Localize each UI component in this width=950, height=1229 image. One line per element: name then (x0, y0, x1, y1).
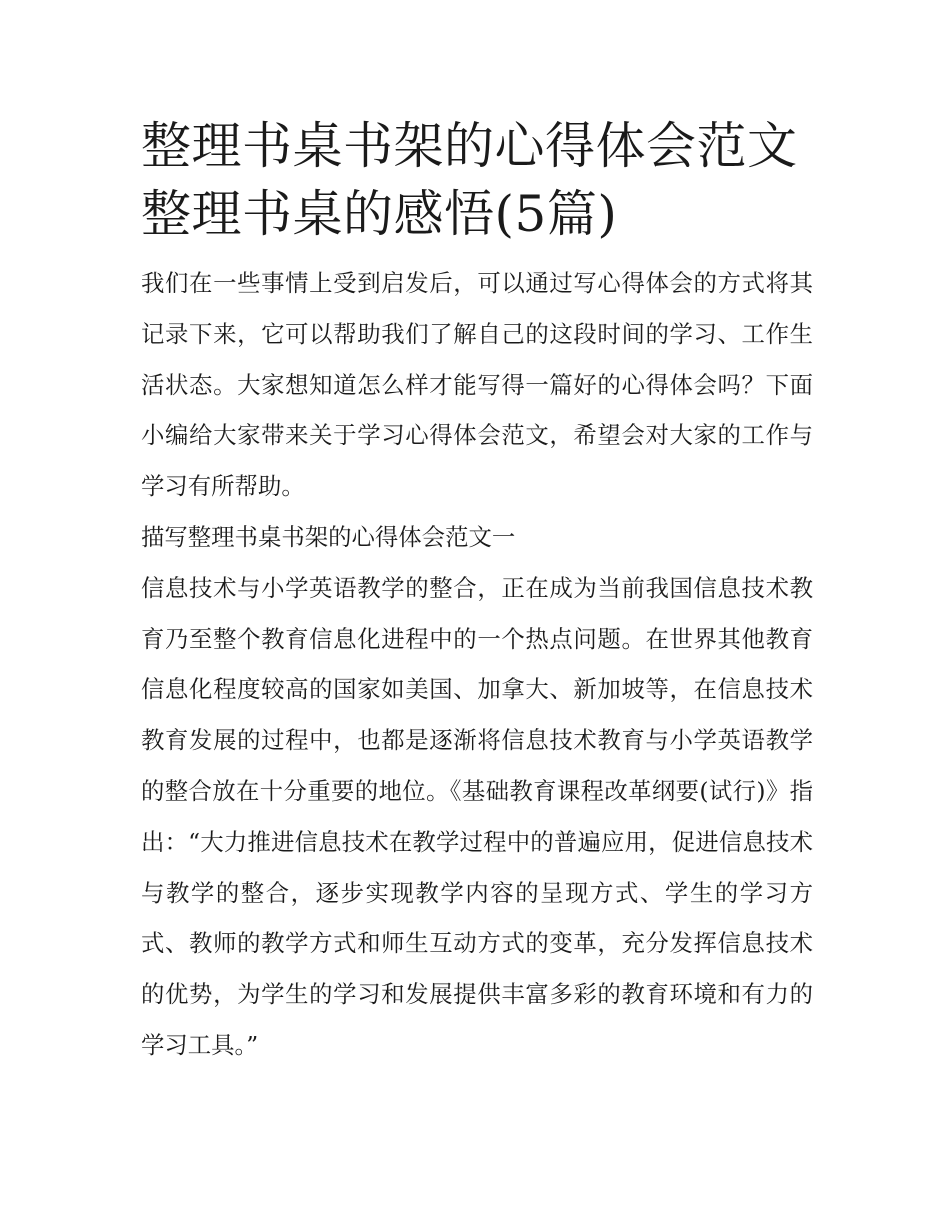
section-paragraph: 信息技术与小学英语教学的整合，正在成为当前我国信息技术教育乃至整个教育信息化进程中的一个热点问题。在世界其他教育信息化程度较高的国家如美国、加拿大、新加坡等，在信息技术教育发展的过程中，也都是逐渐将信息技术教育与小学英语教学的整合放在十分重要的地位。《基础教育课程改革纲要(试行)》指出：“大力推进信息技术在教学过程中的普遍应用，促进信息技术与教学的整合，逐步实现教学内容的呈现方式、学生的学习方式、教师的教学方式和师生互动方式的变革，充分发挥信息技术的优势，为学生的学习和发展提供丰富多彩的教育环境和有力的学习工具。” (141, 573, 813, 1059)
title-line-1: 整理书桌书架的心得体会范文 (141, 117, 798, 175)
intro-paragraph: 我们在一些事情上受到启发后，可以通过写心得体会的方式将其记录下来，它可以帮助我们了解自己的这段时间的学习、工作生活状态。大家想知道怎么样才能写得一篇好的心得体会吗？下面小编给大家带来关于学习心得体会范文，希望会对大家的工作与学习有所帮助。 (141, 269, 813, 501)
document-page (141, 112, 813, 1071)
title-line-2: 整理书桌的感悟(5篇) (141, 185, 618, 243)
document-body (141, 258, 813, 1071)
document-title (141, 112, 813, 248)
section-heading: 描写整理书桌书架的心得体会范文一 (141, 522, 516, 551)
